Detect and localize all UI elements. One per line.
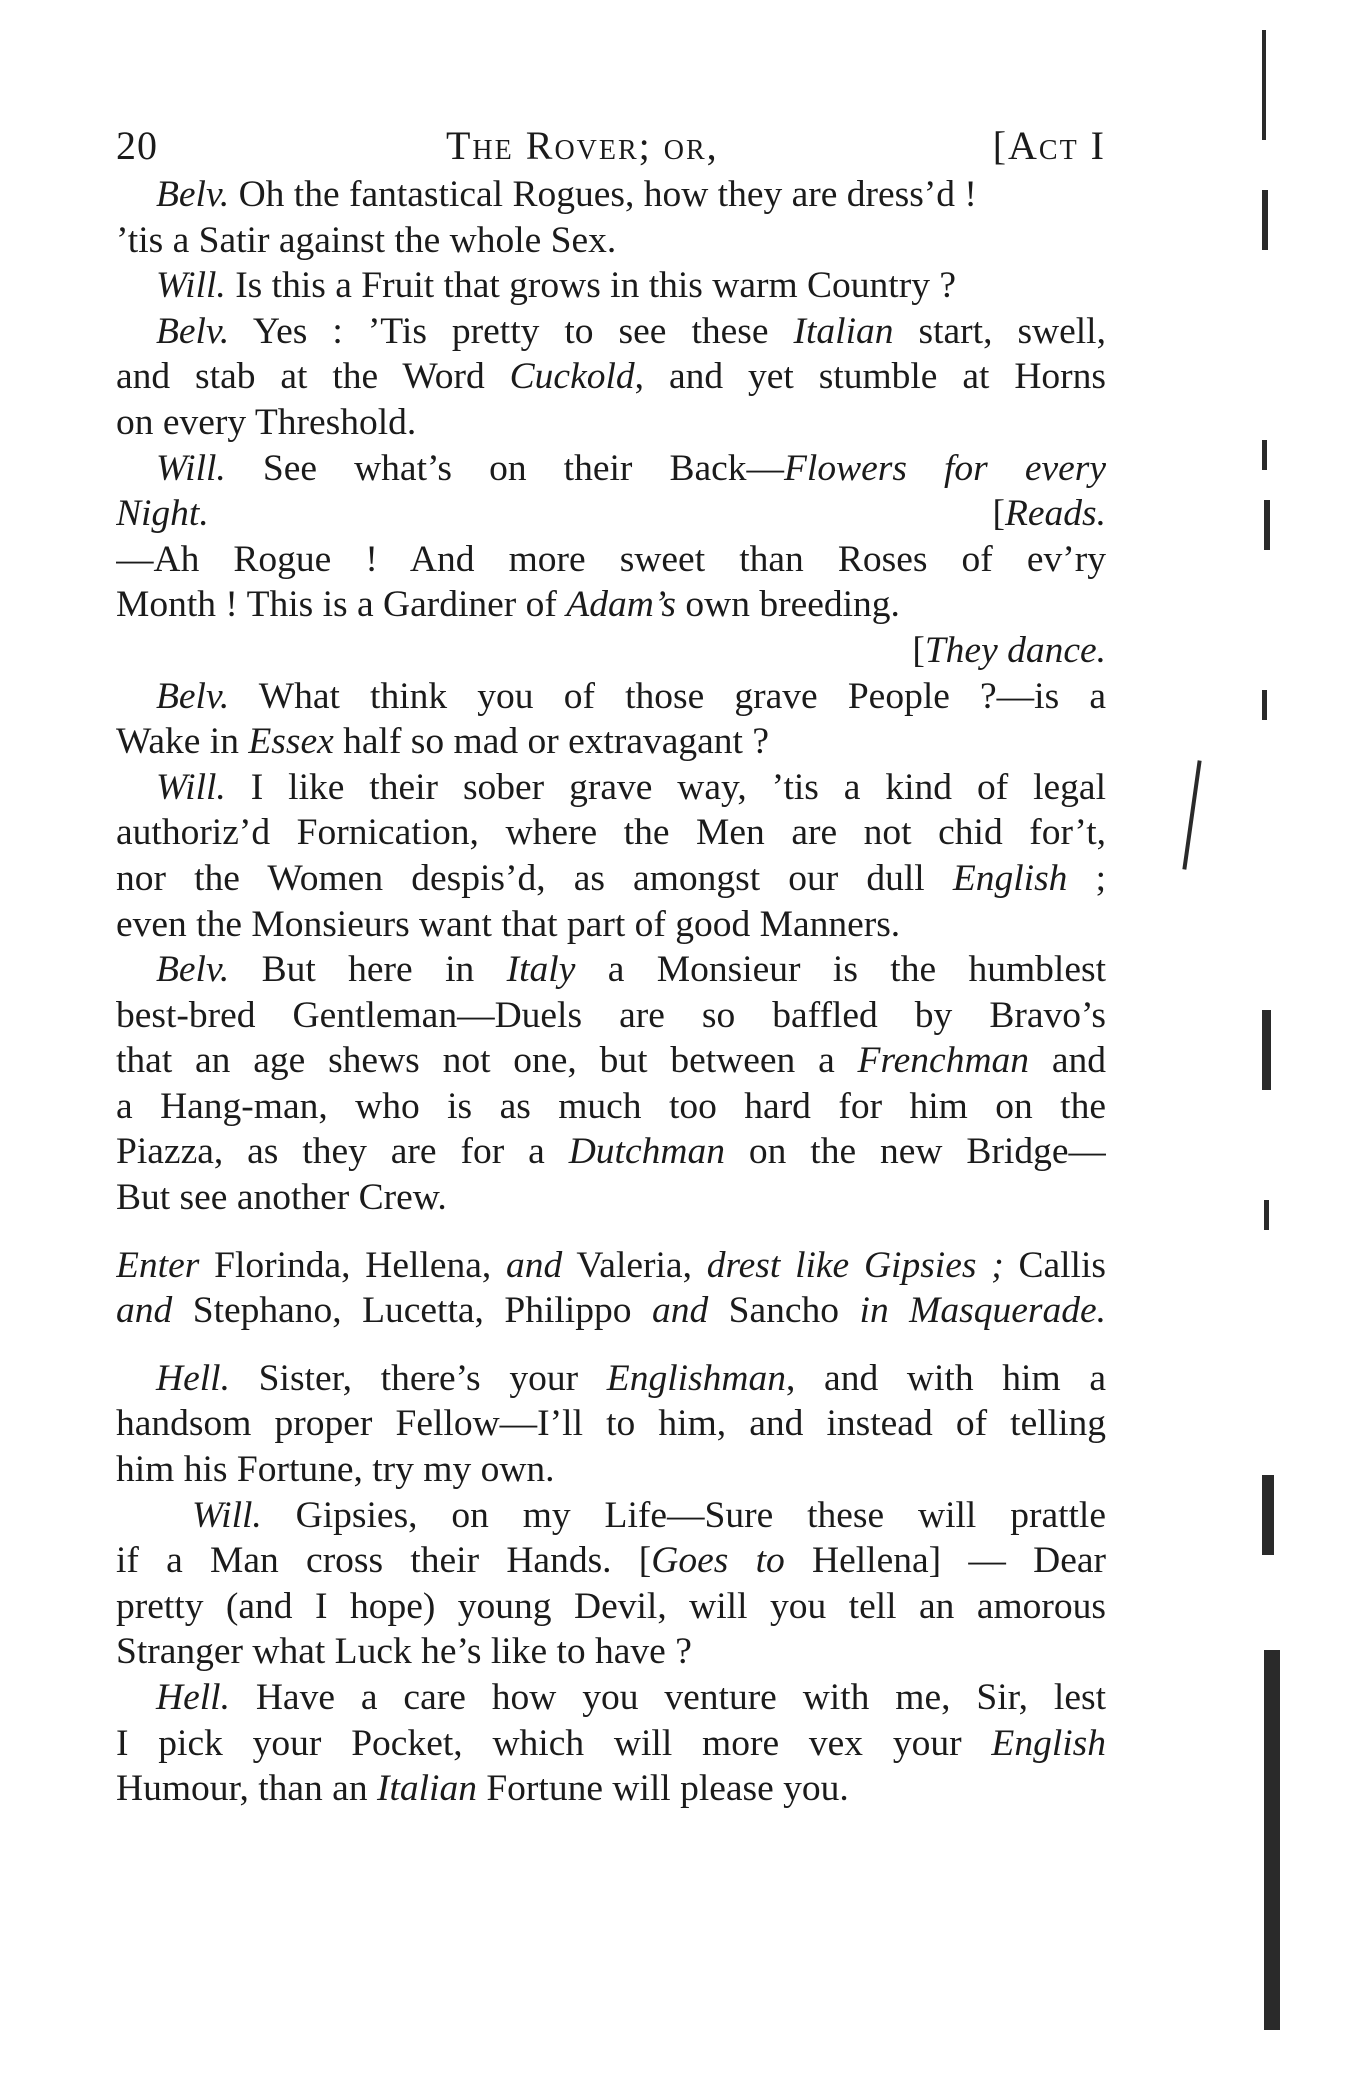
scan-edge-mark [1264, 1200, 1269, 1230]
text-line: ’tis a Satir against the whole Sex. [116, 219, 617, 261]
text-line: and stab at the Word Cuckold, and yet stumble at Horns [116, 356, 1106, 398]
text-line: Hell. Sister, there’s your Englishman, and with him a [156, 1357, 1106, 1399]
text-line: a Hang-man, who is as much too hard for him on the [116, 1085, 1106, 1127]
scan-edge-mark [1262, 1010, 1271, 1090]
text-line: Will. Gipsies, on my Life—Sure these will prattle [192, 1494, 1106, 1536]
text-line: that an age shews not one, but between a Frenchman and [116, 1040, 1106, 1082]
scan-edge-mark [1262, 1475, 1274, 1555]
scan-edge-mark [1262, 30, 1266, 140]
scan-edge-mark [1264, 1650, 1280, 2030]
running-header [116, 112, 1106, 172]
text-line: —Ah Rogue ! And more sweet than Roses of ev’ry [116, 538, 1106, 580]
stanza-gap [116, 1221, 1106, 1243]
text-line: nor the Women despis’d, as amongst our dull English ; [116, 857, 1106, 899]
text-line: Belv. What think you of those grave People ?—is a [156, 675, 1106, 717]
text-line: Belv. Yes : ’Tis pretty to see these Italian start, swell, [156, 310, 1106, 352]
page-number: 20 [116, 123, 158, 168]
act-marker: [Act I [992, 123, 1106, 168]
text-line: handsom proper Fellow—I’ll to him, and instead of telling [116, 1403, 1106, 1445]
text-line: I pick your Pocket, which will more vex your English [116, 1722, 1106, 1764]
scan-edge-mark [1182, 760, 1201, 869]
scan-edge-mark [1264, 500, 1270, 550]
text-line: Month ! This is a Gardiner of Adam’s own breeding. [116, 584, 900, 626]
text-line: even the Monsieurs want that part of good Manners. [116, 903, 901, 945]
text-line: Stranger what Luck he’s like to have ? [116, 1631, 692, 1673]
text-line: Piazza, as they are for a Dutchman on the new Bridge— [116, 1131, 1106, 1173]
text-line: But see another Crew. [116, 1177, 447, 1219]
text-line: on every Threshold. [116, 401, 417, 443]
text-line: [They dance. [912, 629, 1106, 671]
stanza-gap [116, 1334, 1106, 1356]
scan-edge-mark [1262, 440, 1267, 470]
running-title: The Rover; or, [446, 123, 719, 168]
text-line: Will. Is this a Fruit that grows in this warm Country ? [156, 265, 956, 307]
text-line: Hell. Have a care how you venture with me, Sir, lest [156, 1677, 1106, 1718]
text-line: Humour, than an Italian Fortune will please you. [116, 1768, 849, 1810]
text-line: Belv. But here in Italy a Monsieur is the humblest [156, 949, 1106, 991]
text-line: pretty (and I hope) young Devil, will you tell an amorous [116, 1585, 1106, 1627]
text-line: Will. See what’s on their Back—Flowers for every [156, 447, 1106, 489]
text-line: and Stephano, Lucetta, Philippo and Sancho in Masquerade. [116, 1290, 1106, 1332]
scan-edge-mark [1262, 190, 1268, 250]
text-line: best-bred Gentleman—Duels are so baffled by Bravo’s [116, 994, 1106, 1036]
text-line: if a Man cross their Hands. [Goes to Hellena] — Dear [116, 1540, 1106, 1582]
text-line: Wake in Essex half so mad or extravagant ? [116, 721, 769, 763]
scan-edge-mark [1262, 690, 1267, 720]
text-line: authoriz’d Fornication, where the Men are not chid for’t, [116, 812, 1106, 854]
text-line: Night. [Reads. [116, 493, 1106, 535]
text-line: Will. I like their sober grave way, ’tis a kind of legal [156, 766, 1106, 808]
text-line: Belv. Oh the fantastical Rogues, how they are dress’d ! [156, 174, 977, 215]
text-line: him his Fortune, try my own. [116, 1449, 555, 1491]
play-text [116, 172, 1106, 1812]
text-line: Enter Florinda, Hellena, and Valeria, drest like Gipsies ; Callis [116, 1244, 1106, 1286]
